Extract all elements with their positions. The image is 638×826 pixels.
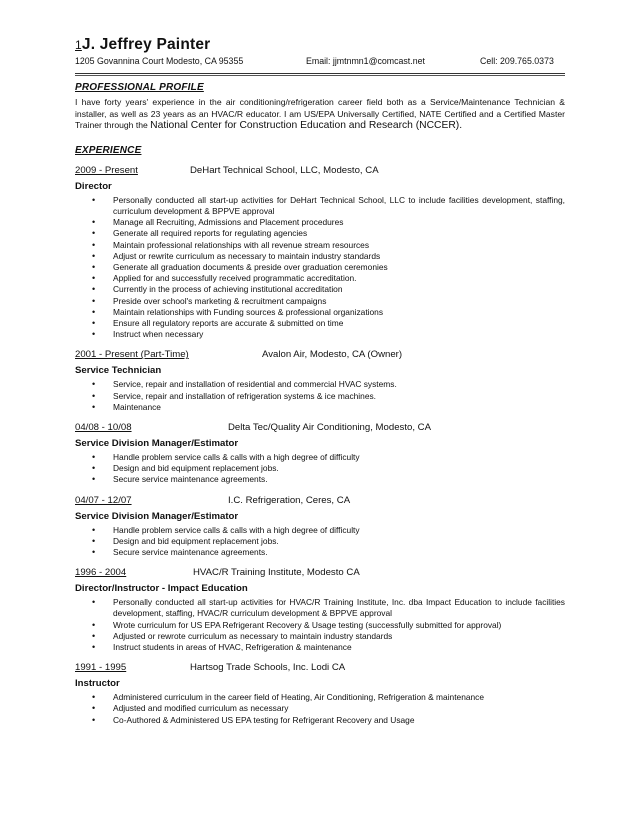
- job-entry: [75, 349, 565, 413]
- job-header: [75, 349, 565, 362]
- job-dates: 1996 - 2004: [75, 567, 127, 579]
- job-role: Service Technician: [75, 365, 162, 377]
- duty-item: • Manage all Recruiting, Admissions and Placement procedures: [75, 217, 565, 228]
- job-role: Service Division Manager/Estimator: [75, 510, 239, 522]
- job-header: [75, 567, 565, 580]
- duty-item: • Personally conducted all start-up activities for HVAC/R Training Institute, Inc. dba Impact Education to include facilities development, staffing, HVAC/R curriculum development & BPPVE approval: [75, 597, 565, 619]
- job-header: [75, 662, 565, 675]
- duty-item: • Personally conducted all start-up activities for DeHart Technical School, LLC to include facilities development, staffing, curriculum development & BPPVE approval: [75, 195, 565, 217]
- job-entry: [75, 422, 565, 486]
- duty-item: • Adjust or rewrite curriculum as necessary to maintain industry standards: [75, 251, 565, 262]
- profile-nccer: National Center for Construction Education and Research (NCCER).: [150, 120, 463, 132]
- duty-item: • Applied for and successfully received programmatic accreditation.: [75, 273, 565, 284]
- duty-item: • Handle problem service calls & calls with a high degree of difficulty: [75, 452, 565, 463]
- duty-item: • Maintain professional relationships with all revenue stream resources: [75, 240, 565, 251]
- duty-item: • Service, repair and installation of refrigeration systems & ice machines.: [75, 391, 565, 402]
- page-mark: 1: [75, 38, 82, 52]
- duty-item: • Instruct when necessary: [75, 329, 565, 340]
- address: 1205 Govannina Court Modesto, CA 95355: [75, 56, 244, 66]
- duty-item: • Secure service maintenance agreements.: [75, 474, 565, 485]
- duty-item: • Design and bid equipment replacement jobs.: [75, 463, 565, 474]
- duty-item: • Maintenance: [75, 402, 565, 413]
- duty-item: • Co-Authored & Administered US EPA testing for Refrigerant Recovery and Usage: [75, 715, 565, 726]
- job-organization: I.C. Refrigeration, Ceres, CA: [228, 494, 351, 506]
- job-header: [75, 495, 565, 508]
- duty-item: • Generate all required reports for regulating agencies: [75, 228, 565, 239]
- job-entry: [75, 165, 565, 341]
- job-role: Director: [75, 180, 112, 192]
- duty-item: • Ensure all regulatory reports are accurate & submitted on time: [75, 318, 565, 329]
- job-header: [75, 422, 565, 435]
- job-duties: [75, 452, 565, 486]
- duty-item: • Secure service maintenance agreements.: [75, 547, 565, 558]
- applicant-name: [75, 36, 565, 54]
- job-dates: 04/07 - 12/07: [75, 494, 132, 506]
- contact-line: [75, 56, 565, 69]
- job-role: Director/Instructor - Impact Education: [75, 583, 248, 595]
- duty-item: • Adjusted and modified curriculum as necessary: [75, 703, 565, 714]
- job-entry: [75, 567, 565, 653]
- duty-item: • Design and bid equipment replacement jobs.: [75, 536, 565, 547]
- resume-page: [75, 36, 565, 726]
- duty-item: • Instruct students in areas of HVAC, Refrigeration & maintenance: [75, 642, 565, 653]
- header-rule: [75, 73, 565, 76]
- job-organization: HVAC/R Training Institute, Modesto CA: [193, 567, 360, 579]
- duty-item: • Handle problem service calls & calls with a high degree of difficulty: [75, 525, 565, 536]
- job-role: Service Division Manager/Estimator: [75, 438, 239, 450]
- job-header: [75, 165, 565, 178]
- duty-item: • Preside over school's marketing & recruitment campaigns: [75, 296, 565, 307]
- profile-main: I have forty years' experience in the air conditioning/refrigeration career field both as a Service/Maintenance Technician & installer, as well as 23 years as an HVAC/R educator. I am US/EPA Universally Certified, NATE Certified and a Certified Master Trainer through the: [75, 97, 565, 131]
- experience-list: [75, 165, 565, 726]
- job-dates: 2001 - Present (Part-Time): [75, 349, 189, 361]
- job-organization: Hartsog Trade Schools, Inc. Lodi CA: [190, 662, 346, 674]
- duty-item: • Adjusted or rewrote curriculum as necessary to maintain industry standards: [75, 631, 565, 642]
- experience-heading: EXPERIENCE: [75, 144, 142, 156]
- job-organization: Delta Tec/Quality Air Conditioning, Modesto, CA: [228, 422, 431, 434]
- job-entry: [75, 662, 565, 726]
- duty-item: • Administered curriculum in the career field of Heating, Air Conditioning, Refrigeration & maintenance: [75, 692, 565, 703]
- job-dates: 2009 - Present: [75, 164, 138, 176]
- job-entry: [75, 495, 565, 559]
- email: Email: jjmtnmn1@comcast.net: [306, 56, 425, 66]
- job-duties: [75, 525, 565, 559]
- duty-item: • Service, repair and installation of residential and commercial HVAC systems.: [75, 379, 565, 390]
- profile-heading: PROFESSIONAL PROFILE: [75, 82, 204, 93]
- job-duties: [75, 195, 565, 341]
- duty-item: • Generate all graduation documents & preside over graduation ceremonies: [75, 262, 565, 273]
- name-text: J. Jeffrey Painter: [81, 36, 211, 53]
- duty-item: • Maintain relationships with Funding sources & professional organizations: [75, 307, 565, 318]
- job-duties: [75, 692, 565, 726]
- job-organization: DeHart Technical School, LLC, Modesto, CA: [190, 164, 379, 176]
- job-duties: [75, 379, 565, 413]
- duty-item: • Wrote curriculum for US EPA Refrigerant Recovery & Usage testing (successfully submitted for approval): [75, 620, 565, 631]
- profile-text: [75, 97, 565, 132]
- phone: Cell: 209.765.0373: [480, 56, 554, 66]
- job-dates: 1991 - 1995: [75, 662, 127, 674]
- duty-item: • Currently in the process of achieving institutional accreditation: [75, 284, 565, 295]
- job-duties: [75, 597, 565, 653]
- job-dates: 04/08 - 10/08: [75, 422, 132, 434]
- job-role: Instructor: [75, 678, 120, 690]
- job-organization: Avalon Air, Modesto, CA (Owner): [262, 349, 403, 361]
